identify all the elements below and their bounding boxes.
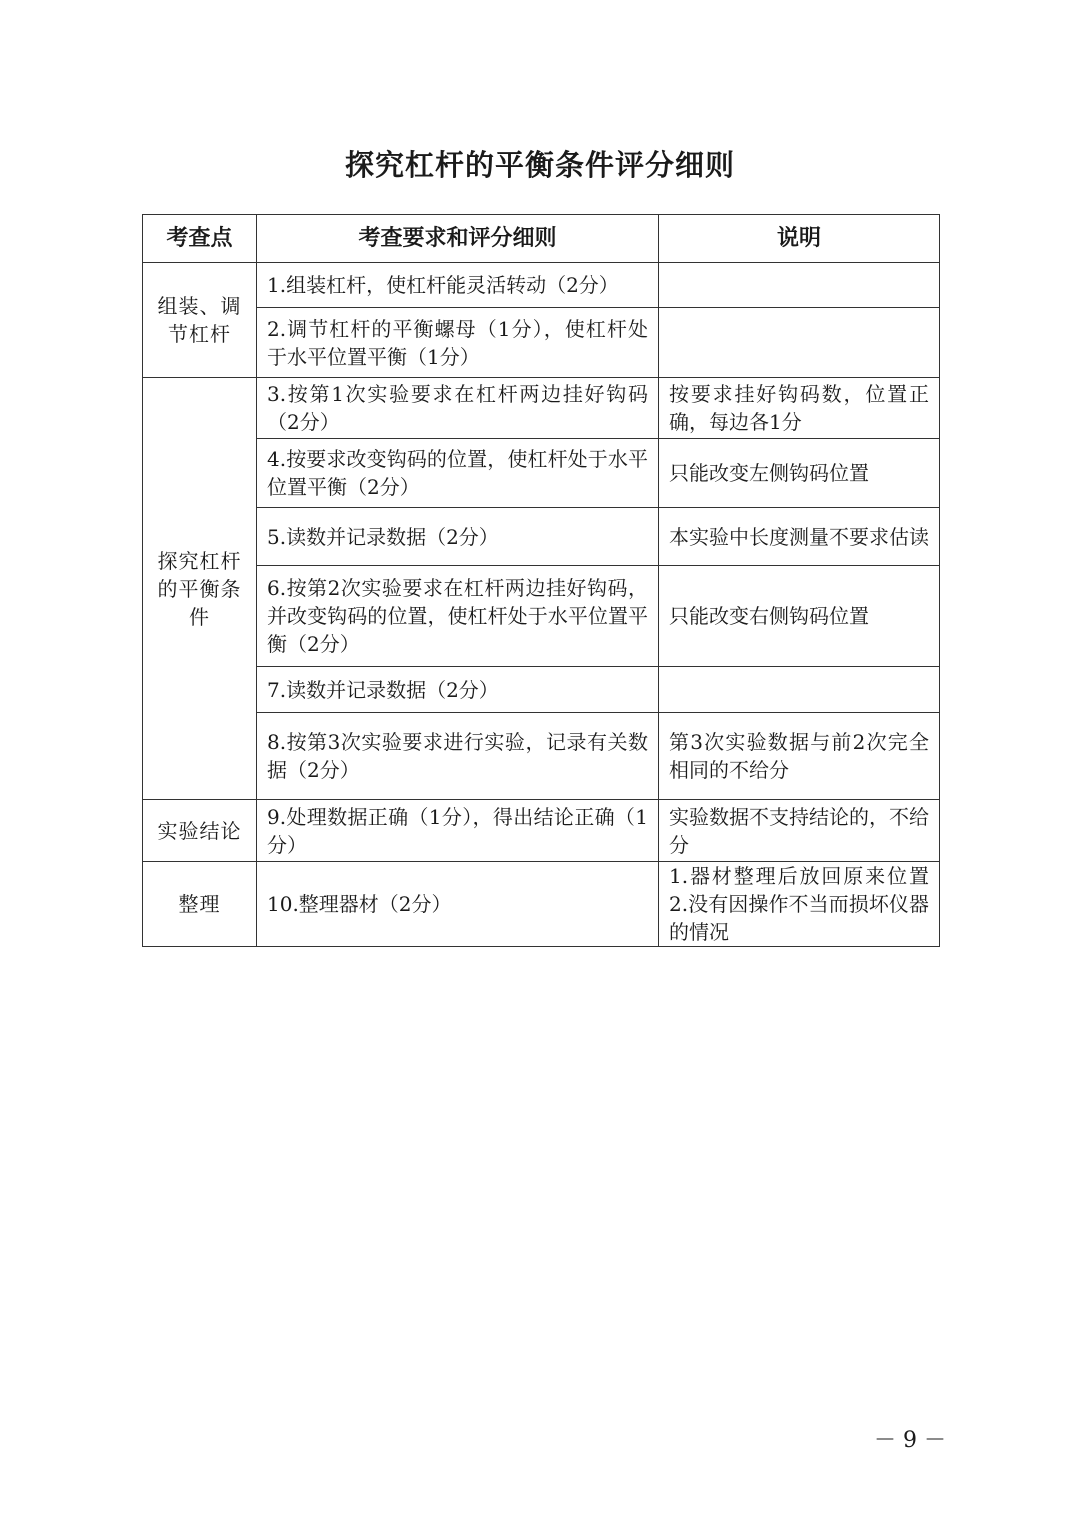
requirement-cell: 1.组装杠杆，使杠杆能灵活转动（2分） [257, 263, 659, 308]
table-row [143, 308, 940, 378]
page-title: 探究杠杆的平衡条件评分细则 [344, 148, 735, 182]
requirement-cell: 2.调节杠杆的平衡螺母（1分），使杠杆处于水平位置平衡（1分） [257, 308, 659, 378]
requirement-cell: 7.读数并记录数据（2分） [257, 667, 659, 713]
scoring-table [142, 214, 940, 947]
note-cell: 实验数据不支持结论的，不给分 [659, 800, 940, 862]
header-point: 考查点 [143, 215, 257, 263]
table-row [143, 713, 940, 800]
note-cell [659, 263, 940, 308]
note-cell [659, 667, 940, 713]
note-cell: 只能改变右侧钩码位置 [659, 566, 940, 667]
header-note: 说明 [659, 215, 940, 263]
table-row [143, 800, 940, 862]
table-row [143, 862, 940, 947]
point-cell: 探究杠杆的平衡条件 [143, 378, 257, 800]
point-cell: 组装、调节杠杆 [143, 263, 257, 378]
point-cell: 实验结论 [143, 800, 257, 862]
requirement-cell: 8.按第3次实验要求进行实验，记录有关数据（2分） [257, 713, 659, 800]
table-row [143, 566, 940, 667]
table-row [143, 263, 940, 308]
requirement-cell: 5.读数并记录数据（2分） [257, 508, 659, 566]
table-row [143, 667, 940, 713]
table-row [143, 378, 940, 439]
requirement-cell: 9.处理数据正确（1分），得出结论正确（1分） [257, 800, 659, 862]
requirement-cell: 3.按第1次实验要求在杠杆两边挂好钩码（2分） [257, 378, 659, 439]
note-cell [659, 308, 940, 378]
note-cell: 1.器材整理后放回原来位置 2.没有因操作不当而损坏仪器的情况 [659, 862, 940, 947]
table-header-row [143, 215, 940, 263]
header-requirement: 考查要求和评分细则 [257, 215, 659, 263]
note-cell: 只能改变左侧钩码位置 [659, 439, 940, 508]
note-cell: 第3次实验数据与前2次完全相同的不给分 [659, 713, 940, 800]
point-cell: 整理 [143, 862, 257, 947]
requirement-cell: 10.整理器材（2分） [257, 862, 659, 947]
requirement-cell: 6.按第2次实验要求在杠杆两边挂好钩码，并改变钩码的位置，使杠杆处于水平位置平衡（2分） [257, 566, 659, 667]
requirement-cell: 4.按要求改变钩码的位置，使杠杆处于水平位置平衡（2分） [257, 439, 659, 508]
table-row [143, 439, 940, 508]
page-number: － 9 － [874, 1428, 946, 1453]
table-row [143, 508, 940, 566]
note-cell: 按要求挂好钩码数，位置正确，每边各1分 [659, 378, 940, 439]
note-cell: 本实验中长度测量不要求估读 [659, 508, 940, 566]
